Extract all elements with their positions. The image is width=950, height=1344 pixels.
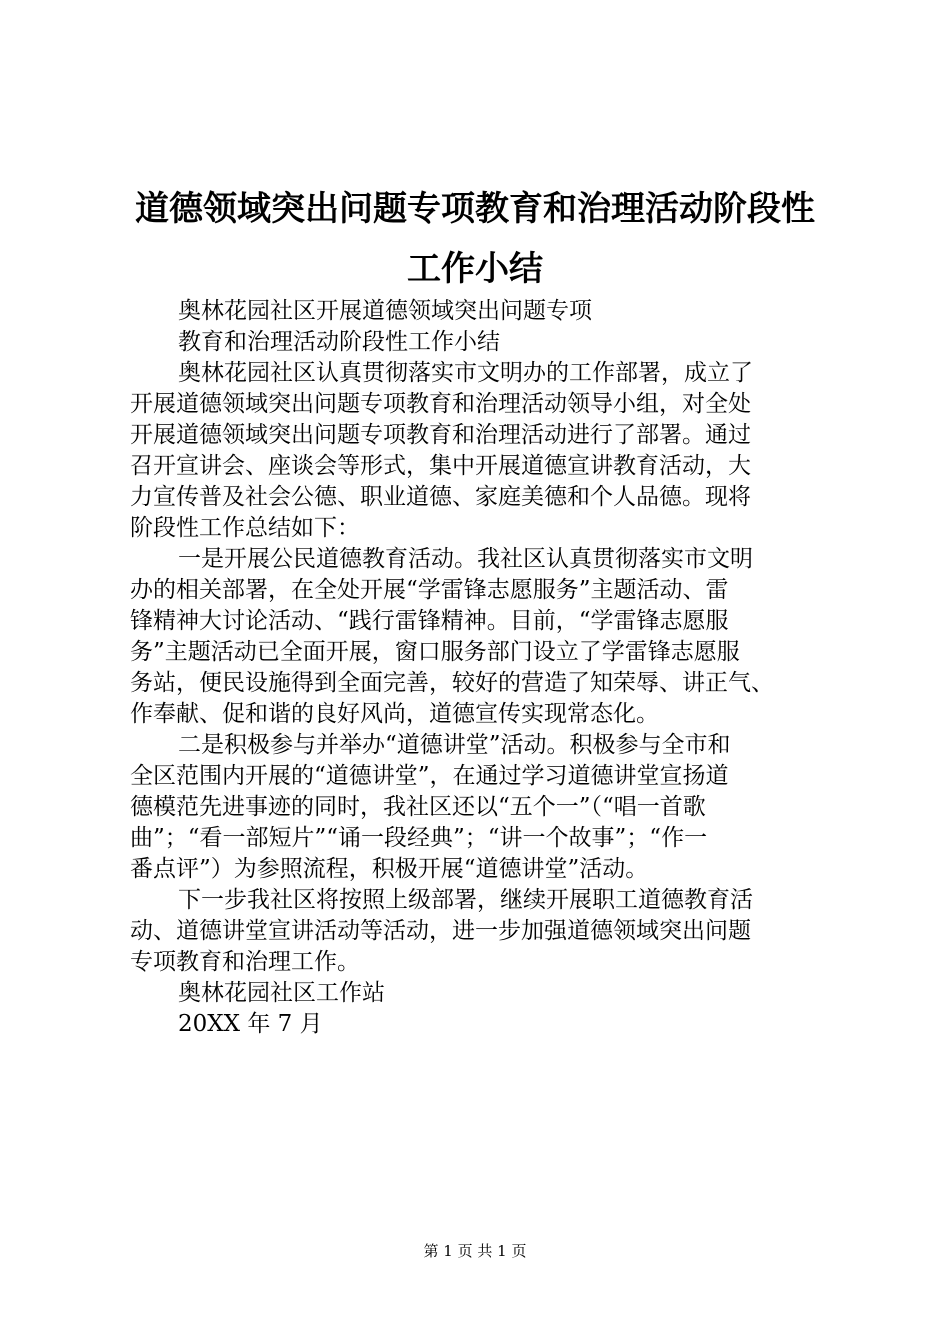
- text-line: 办的相关部署，在全处开展“学雷锋志愿服务”主题活动、雷: [130, 577, 729, 603]
- text-line: 力宣传普及社会公德、职业道德、家庭美德和个人品德。现将: [130, 484, 751, 510]
- text-line: 召开宣讲会、座谈会等形式，集中开展道德宣讲教育活动，大: [130, 453, 751, 479]
- text-line: 开展道德领域突出问题专项教育和治理活动领导小组，对全处: [130, 391, 751, 417]
- document-title-line-1: 道德领域突出问题专项教育和治理活动阶段性: [135, 189, 815, 229]
- text-line: 下一步我社区将按照上级部署，继续开展职工道德教育活: [178, 887, 753, 913]
- text-line: 20XX 年 7 月: [178, 1011, 323, 1037]
- text-line: 务”主题活动已全面开展，窗口服务部门设立了学雷锋志愿服: [130, 639, 740, 665]
- text-line: 奥林花园社区工作站: [178, 980, 385, 1006]
- text-line: 锋精神大讨论活动、“践行雷锋精神。目前，“学雷锋志愿服: [130, 608, 729, 634]
- text-line: 教育和治理活动阶段性工作小结: [178, 329, 500, 355]
- text-line: 奥林花园社区开展道德领域突出问题专项: [178, 298, 592, 324]
- text-line: 全区范围内开展的“道德讲堂”，在通过学习道德讲堂宣扬道: [130, 763, 729, 789]
- text-line: 番点评”）为参照流程，积极开展“道德讲堂”活动。: [130, 856, 649, 882]
- text-line: 阶段性工作总结如下：: [130, 515, 360, 541]
- text-line: 开展道德领域突出问题专项教育和治理活动进行了部署。通过: [130, 422, 751, 448]
- document-body: [130, 296, 835, 1040]
- text-line: 德模范先进事迹的同时，我社区还以“五个一”（“唱一首歌: [130, 794, 706, 820]
- text-line: 奥林花园社区认真贯彻落实市文明办的工作部署，成立了: [178, 360, 753, 386]
- document-title-line-2: 工作小结: [407, 249, 543, 289]
- text-line: 作奉献、促和谐的良好风尚，道德宣传实现常态化。: [130, 701, 659, 727]
- text-line: 二是积极参与并举办“道德讲堂”活动。积极参与全市和: [178, 732, 731, 758]
- text-line: 动、道德讲堂宣讲活动等活动，进一步加强道德领域突出问题: [130, 918, 751, 944]
- text-line: 专项教育和治理工作。: [130, 949, 360, 975]
- text-line: 一是开展公民道德教育活动。我社区认真贯彻落实市文明: [178, 546, 753, 572]
- text-line: 务站，便民设施得到全面完善，较好的营造了知荣辱、讲正气、: [130, 670, 774, 696]
- text-line: 曲”；“看一部短片”“诵一段经典”；“讲一个故事”；“作一: [130, 825, 708, 851]
- page-footer: 第 1 页 共 1 页: [423, 1242, 527, 1260]
